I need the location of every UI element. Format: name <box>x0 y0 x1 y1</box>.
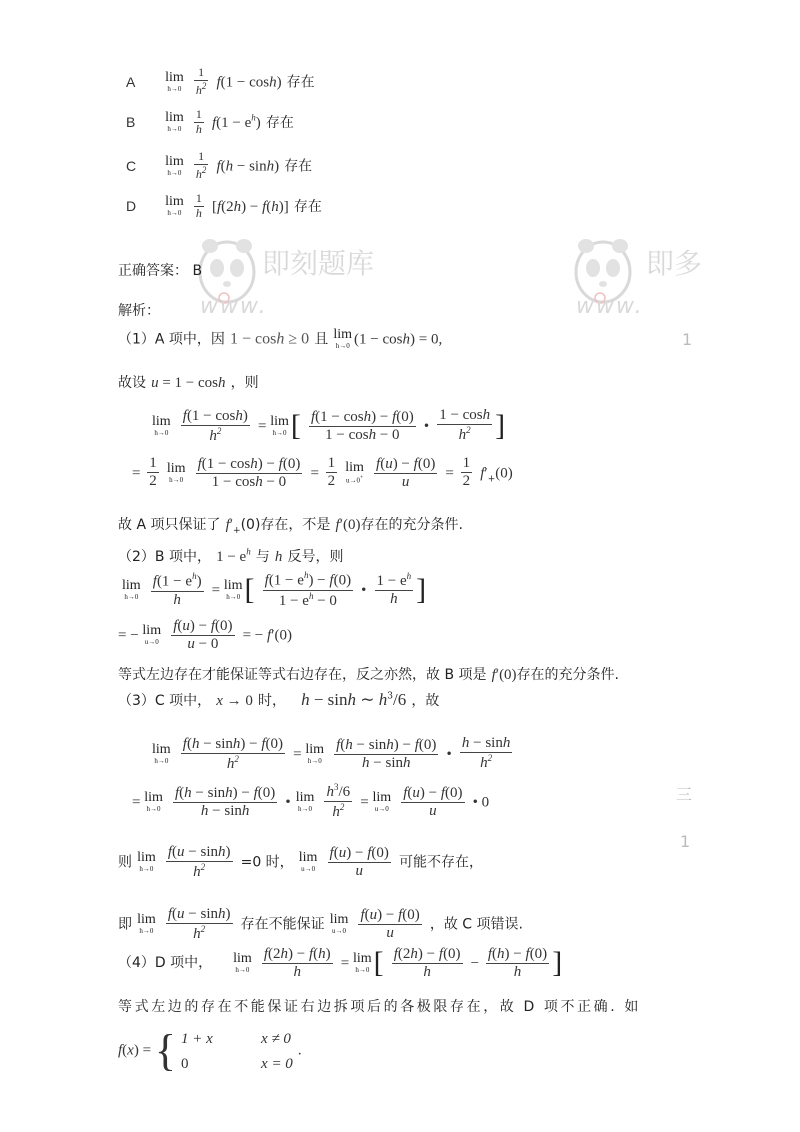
s2-eq1: lim h→0 $\frac{f(1 - e^h)}{h}$ = lim h→0 [ $\frac{f(1 - e^h) - f(0)}{1 - e^h - 0}$ • $\frac{1 - e^h}{h}$ ] <box>122 570 427 609</box>
watermark-text-left: 即刻题库 <box>262 247 375 280</box>
option-suffix: 存在 <box>293 198 322 215</box>
answer-label: 正确答案： <box>118 263 188 279</box>
option-suffix: 存在 <box>286 74 315 91</box>
edge-mark: 1 <box>682 330 693 349</box>
option-suffix: 存在 <box>265 114 294 131</box>
option-d: D lim h→0 $\frac{1}{h}$ [f(2h) − f(h)] 存在 <box>126 191 322 220</box>
s2-eq2: = − lim u→0 $\frac{f(u) - f(0)}{u - 0}$ = − f′(0) <box>118 618 292 653</box>
analysis-label: 解析： <box>118 303 160 319</box>
s4-piecewise: f(x) = { 1 + x x ≠ 0 0 x = 0 . <box>118 1026 302 1075</box>
option-letter: C <box>126 157 137 174</box>
s1-let: 故设 u = 1 − cosh ，则 <box>118 375 259 391</box>
s2-conclusion: 等式左边存在才能保证等式右边存在，反之亦然，故 B 项是 f′(0)存在的充分条件. <box>118 667 620 683</box>
answer-value: B <box>192 263 203 279</box>
s1-intro: （1）A 项中，因 1 − cosh ≥ 0 且 lim h→0 (1 − cosh) = 0, <box>118 327 443 350</box>
s2-intro: （2）B 项中， $1 - e^h$ 与 h 反号，则 <box>118 546 344 565</box>
s3-ie: 即 lim h→0 $\frac{f(u - \sinh)}{h^2}$ 存在不能保证 lim u→0 $\frac{f(u) - f(0)}{u}$ ，故 C 项错误. <box>118 906 523 943</box>
s1-eq2: = $\frac{1}{2}$ lim h→0 $\frac{f(1 - \cosh) - f(0)}{1 - \cosh - 0}$ = $\frac{1}{2}$ lim u→0+ $\frac{f(u) - f(0)}{u}$ = $\frac{1}{2}$ $f'_+(0)$ <box>132 455 513 491</box>
option-letter: D <box>126 198 137 215</box>
s3-intro: （3）C 项中， x → 0 时， h − sinh ∼ $h^3/6$ ，故 <box>118 690 440 709</box>
s1-conclusion: 故 A 项只保证了 $f'_+(0)$存在，不是 f′(0)存在的充分条件. <box>118 517 463 537</box>
s1-eq1: lim h→0 $\frac{f(1 - \cosh)}{h^2}$ = lim h→0 [ $\frac{f(1 - \cosh) - f(0)}{1 - \cosh - 0}$ • $\frac{1 - \cosh}{h^2}$ ] <box>152 407 506 445</box>
option-suffix: 存在 <box>284 158 313 175</box>
option-c: C lim h→0 $\frac{1}{h^2}$ f(h − sinh) 存在 <box>126 149 313 181</box>
watermark-right <box>572 236 800 326</box>
s3-eq1: lim h→0 $\frac{f(h - \sinh) - f(0)}{h^2}$ = lim h→0 $\frac{f(h - \sinh) - f(0)}{h - \sinh}$ • $\frac{h - \sinh}{h^2}$ <box>152 735 511 773</box>
s4-intro: （4）D 项中， lim h→0 $\frac{f(2h) - f(h)}{h}$ = lim h→0 [ $\frac{f(2h) - f(0)}{h}$ − $\frac{f(h) - f(0)}{h}$ ] <box>118 945 563 981</box>
option-b: B lim h→0 $\frac{1}{h}$ $f(1 - e^h)$ 存在 <box>126 107 294 136</box>
watermark-text-right: 即多 <box>646 247 703 280</box>
answer-line <box>118 260 202 280</box>
watermark-url-right: www. <box>576 294 644 319</box>
s4-conclusion: 等式左边的存在不能保证右边拆项后的各极限存在，故 D 项不正确. 如 <box>118 999 641 1015</box>
option-letter: A <box>126 73 136 90</box>
option-a: A lim h→0 $\frac{1}{h^2}$ f(1 − cosh) 存在 <box>126 65 315 97</box>
option-letter: B <box>126 114 136 131</box>
s3-eq2: = lim h→0 $\frac{f(h - \sinh) - f(0)}{h - \sinh}$ • lim h→0 $\frac{h^3/6}{h^2}$ = lim u→0 $\frac{f(u) - f(0)}{u}$ • 0 <box>132 782 490 821</box>
watermark-left <box>196 236 406 326</box>
s3-then: 则 lim h→0 $\frac{f(u - \sinh)}{h^2}$ =0 时， lim u→0 $\frac{f(u) - f(0)}{u}$ 可能不存在， <box>118 844 483 881</box>
edge-mark: 三 <box>676 785 693 804</box>
watermark-url-left: www. <box>200 294 268 319</box>
edge-mark: 1 <box>680 832 691 851</box>
